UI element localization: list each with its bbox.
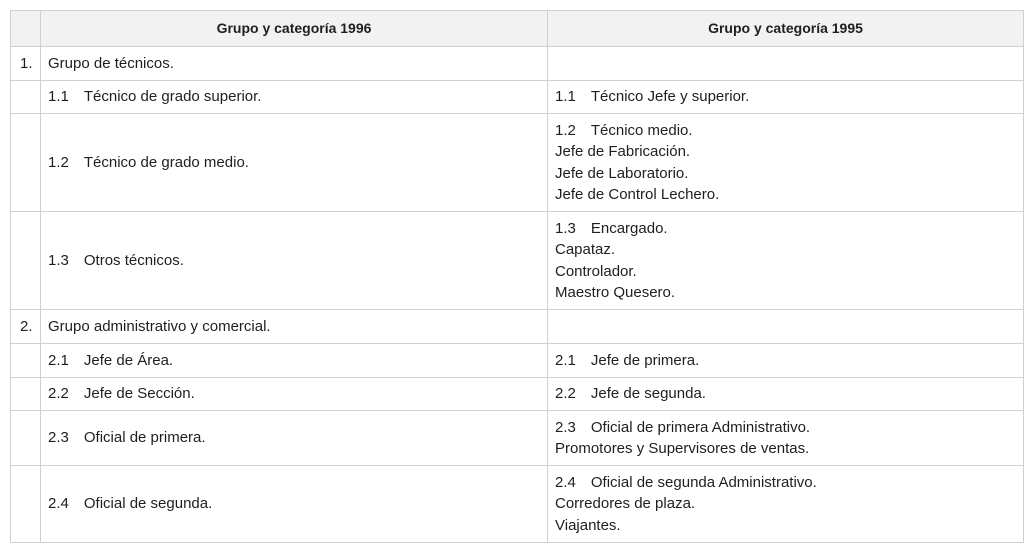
category-1996-cell <box>41 344 548 378</box>
category-label: Grupo administrativo y comercial. <box>48 317 271 335</box>
header-row <box>11 11 1024 47</box>
category-line-text: Jefe de segunda. <box>590 385 706 403</box>
category-line <box>555 472 1016 494</box>
category-label: Técnico de grado medio. <box>83 153 249 171</box>
table-row <box>11 411 1024 466</box>
category-1996-cell <box>41 47 548 81</box>
table-row <box>11 378 1024 411</box>
category-label: Oficial de segunda. <box>83 495 213 513</box>
category-label: Jefe de Sección. <box>83 385 195 403</box>
category-line-text: Encargado. <box>590 219 668 237</box>
category-line <box>555 218 1016 240</box>
category-code: 1.2 <box>555 121 576 139</box>
category-1995-cell <box>548 344 1024 378</box>
category-line-text: Jefe de primera. <box>590 351 700 369</box>
category-code: 1.1 <box>48 88 69 106</box>
category-code: 2.2 <box>48 385 69 403</box>
category-code: 1.3 <box>555 219 576 237</box>
table-row <box>11 466 1024 543</box>
category-line <box>555 350 1016 372</box>
table-row <box>11 81 1024 114</box>
category-code: 2.3 <box>555 418 576 436</box>
category-code: 2.2 <box>555 385 576 403</box>
category-label: Grupo de técnicos. <box>48 54 174 72</box>
category-code: 2.4 <box>48 495 69 513</box>
category-1996-cell <box>41 411 548 466</box>
category-1995-cell <box>548 411 1024 466</box>
category-line: Viajantes. <box>555 516 621 534</box>
category-line <box>555 383 1016 405</box>
category-label: Oficial de primera. <box>83 429 206 447</box>
group-number: 1. <box>11 47 41 81</box>
category-1996-cell <box>41 466 548 543</box>
category-line-text: Técnico medio. <box>590 121 693 139</box>
category-line-text: Oficial de segunda Administrativo. <box>590 473 817 491</box>
category-line-text: Oficial de primera Administrativo. <box>590 418 811 436</box>
category-line: Jefe de Laboratorio. <box>555 164 689 182</box>
category-1996-cell <box>41 114 548 212</box>
category-1995-cell <box>548 378 1024 411</box>
category-line: Maestro Quesero. <box>555 284 676 301</box>
category-line: Capataz. <box>555 241 616 258</box>
category-1995-cell <box>548 81 1024 114</box>
category-line: Jefe de Fabricación. <box>555 143 691 160</box>
category-1995-cell <box>548 114 1024 212</box>
category-1996-cell <box>41 81 548 114</box>
header-number-cell <box>11 11 41 47</box>
category-1995-cell <box>548 212 1024 310</box>
category-1996-cell <box>41 310 548 344</box>
category-code: 2.1 <box>555 351 576 369</box>
category-line <box>555 417 1016 439</box>
group-number: 2. <box>11 310 41 344</box>
category-1995-cell <box>548 310 1024 344</box>
category-1995-cell <box>548 466 1024 543</box>
group-number <box>11 81 41 114</box>
group-number <box>11 378 41 411</box>
category-line <box>555 86 1016 108</box>
group-number <box>11 212 41 310</box>
group-number <box>11 411 41 466</box>
category-table <box>10 10 1024 543</box>
category-line-text: Técnico Jefe y superior. <box>590 88 750 106</box>
category-code: 2.3 <box>48 429 69 447</box>
category-label: Otros técnicos. <box>83 251 184 269</box>
header-col-1995: Grupo y categoría 1995 <box>548 11 1024 47</box>
category-label: Técnico de grado superior. <box>83 88 262 106</box>
category-code: 2.1 <box>48 351 69 369</box>
category-line: Jefe de Control Lechero. <box>555 186 720 203</box>
category-label: Jefe de Área. <box>83 351 174 369</box>
category-line <box>555 120 1016 142</box>
table-row <box>11 212 1024 310</box>
category-1996-cell <box>41 378 548 411</box>
category-code: 2.4 <box>555 473 576 491</box>
category-code: 1.3 <box>48 251 69 269</box>
table-row <box>11 114 1024 212</box>
table-row-group <box>11 310 1024 344</box>
group-number <box>11 114 41 212</box>
category-line: Corredores de plaza. <box>555 495 696 513</box>
category-1996-cell <box>41 212 548 310</box>
category-line: Controlador. <box>555 262 637 280</box>
category-code: 1.2 <box>48 153 69 171</box>
table-row-group <box>11 47 1024 81</box>
category-1995-cell <box>548 47 1024 81</box>
category-line: Promotores y Supervisores de ventas. <box>555 440 810 457</box>
group-number <box>11 466 41 543</box>
category-code: 1.1 <box>555 88 576 106</box>
header-col-1996: Grupo y categoría 1996 <box>41 11 548 47</box>
table-row <box>11 344 1024 378</box>
group-number <box>11 344 41 378</box>
